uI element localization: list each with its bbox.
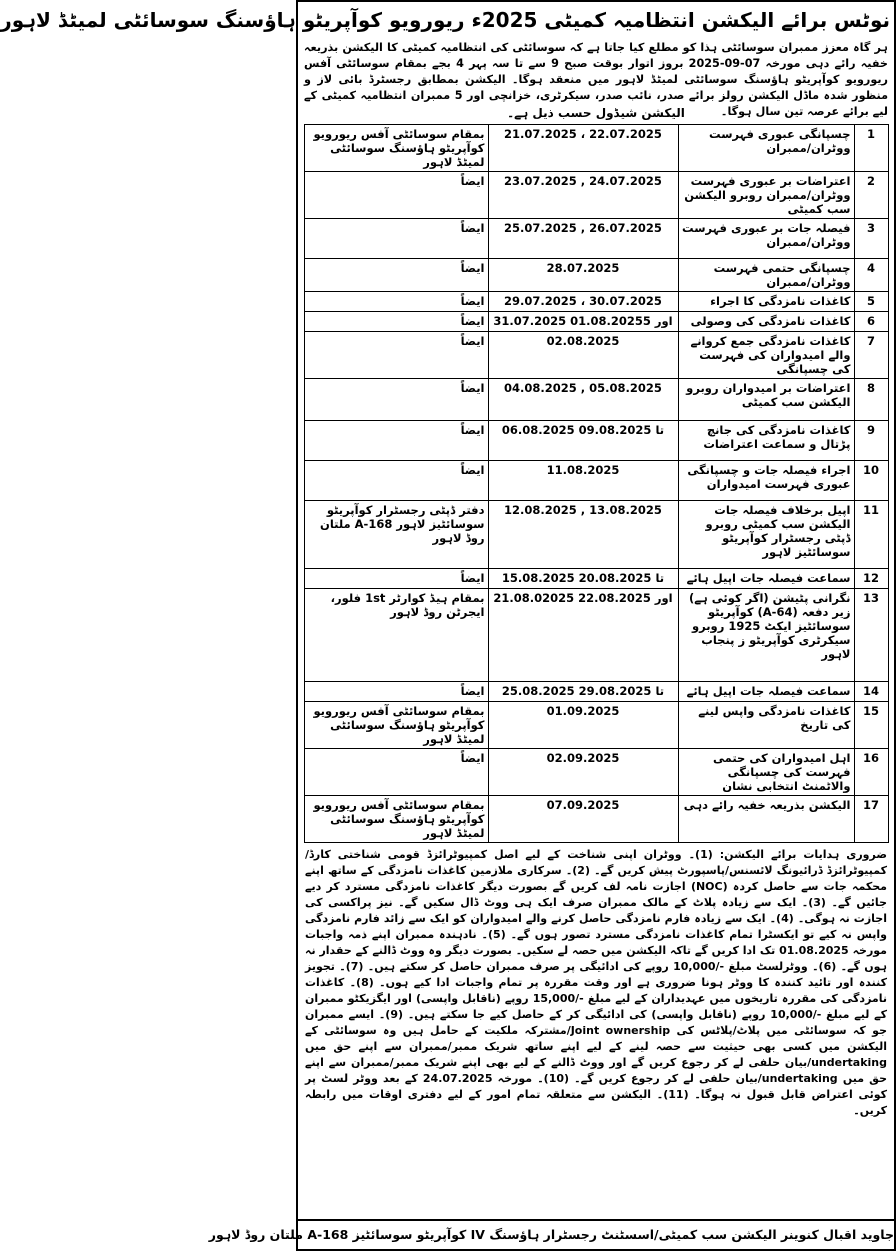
schedule-row-place: ایضاً xyxy=(304,259,488,292)
schedule-row-number: 1 xyxy=(854,125,888,172)
schedule-row-date: 28.07.2025 xyxy=(488,259,678,292)
schedule-row xyxy=(304,125,888,172)
schedule-row-place: ایضاً xyxy=(304,682,488,702)
schedule-row-number: 10 xyxy=(854,461,888,501)
schedule-row-description: کاغذات نامزدگی کی جانچ پڑتال و سماعت اعتراضات xyxy=(678,421,854,461)
schedule-row xyxy=(304,569,888,589)
schedule-row-description: سماعت فیصلہ جات اپیل ہائے xyxy=(678,569,854,589)
schedule-row xyxy=(304,292,888,312)
schedule-row-description: چسپانگی حتمی فہرست ووٹران/ممبران xyxy=(678,259,854,292)
schedule-row xyxy=(304,501,888,569)
schedule-row-description: الیکشن بذریعہ خفیہ رائے دہی xyxy=(678,796,854,843)
schedule-row-place: ایضاً xyxy=(304,312,488,332)
schedule-row-date: 21.08.02025 اور 22.08.2025 xyxy=(488,589,678,682)
schedule-row-number: 5 xyxy=(854,292,888,312)
schedule-row-date: 31.07.2025 اور 01.08.20255 xyxy=(488,312,678,332)
schedule-row-description: کاغذات نامزدگی جمع کروانے والے امیدواران کی فہرست کی چسپانگی xyxy=(678,332,854,379)
schedule-row xyxy=(304,312,888,332)
schedule-row-description: کاغذات نامزدگی کی وصولی xyxy=(678,312,854,332)
schedule-row-place: ایضاً xyxy=(304,172,488,219)
schedule-row-number: 3 xyxy=(854,219,888,259)
schedule-row xyxy=(304,796,888,843)
schedule-row-place: بمقام سوسائٹی آفس ریورویو کوآپریٹو ہاؤسنگ سوسائٹی لمیٹڈ لاہور xyxy=(304,125,488,172)
schedule-row-place: ایضاً xyxy=(304,461,488,501)
schedule-row-number: 9 xyxy=(854,421,888,461)
election-instructions: ضروری ہدایات برائے الیکشن: (1)۔ ووٹران اپنی شناخت کے لیے اصل کمپیوٹرائزڈ قومی شناختی کارڈ/کمپیوٹرائزڈ ڈرائیونگ لائسنس/پاسپورٹ پیش کریں گے۔ (2)۔ سرکاری ملازمین کاغذات نامزدگی کے ساتھ اپنے محکمہ جات سے حاصل کردہ (NOC) اجازت نامہ لف کریں گے بصورت دیگر کاغذات نامزدگی مسترد کر دیے جائیں گے۔ (3)۔ ایک سے زیادہ پلاٹ کے مالک ممبران صرف ایک ہی ووٹ ڈال سکیں گے۔ نیز پراکسی کی اجازت نہ ہوگی۔ (4)۔ ایک سے زیادہ فارم نامزدگی حاصل کرنے والے امیدواران کو ایک سے زائد فارم نامزدگی واپس نہ کیے تو ایکسٹرا تمام کاغذات نامزدگی مسترد تصور ہوں گے۔ (5)۔ نادہندہ ممبران اپنے ذمہ واجبات مورخہ 01.08.2025 تک ادا کریں گے تاکہ الیکشن میں حصہ لے سکیں۔ بصورت دیگر وہ ووٹ ڈالنے کے حقدار نہ ہوں گے۔ (6)۔ ووٹرلسٹ مبلغ -/10,000 روپے کی ادائیگی پر صرف ممبران حاصل کر سکتے ہیں۔ (7)۔ تجویز کنندہ اور تائید کنندہ کا ووٹر ہونا ضروری ہے اور وقت مقررہ پر تمام واجبات ادا کیے ہوں۔ (8)۔ کاغذات نامزدگی کی مقررہ تاریخوں میں عہدیداران کے لیے مبلغ -/15,000 روپے (ناقابل واپسی) اور ایگزیکٹو ممبران کے لیے مبلغ -/10,000 روپے (ناقابل واپسی) کی ادائیگی کر کے حاصل کیے جا سکتے ہیں۔ (9)۔ ایسے ممبران جو کہ سوسائٹی میں پلاٹ/پلاٹس کی Joint ownership/مشترکہ ملکیت کے حامل ہیں وہ سوسائٹی کے الیکشن میں کسی بھی حیثیت سے حصہ لینے کے لیے اپنے ساتھ شریک ممبر/ممبران سے اپنے حق میں undertaking/بیان حلفی لے کر رجوع کریں گے اور ووٹ ڈالنے کے لیے بھی اپنے شریک ممبر/ممبران سے اپنے حق میں undertaking/بیان حلفی لے کر رجوع کریں گے۔ (10)۔ مورخہ 24.07.2025 کے بعد ووٹر لسٹ پر کوئی اعتراض قابل قبول نہ ہوگا۔ (11)۔ الیکشن سے متعلقہ تمام امور کے لیے دفتری اوقات میں رابطہ کریں۔ xyxy=(305,848,888,1117)
notice-footer: جاوید اقبال کنوینر الیکشن سب کمیٹی/اسسٹنٹ رجسٹرار ہاؤسنگ IV کوآپریٹو سوسائٹیز A-168 ملتان روڈ لاہور xyxy=(298,1219,894,1249)
schedule-row xyxy=(304,682,888,702)
schedule-row xyxy=(304,172,888,219)
schedule-row xyxy=(304,421,888,461)
schedule-row-place: ایضاً xyxy=(304,421,488,461)
schedule-row xyxy=(304,749,888,796)
schedule-row-place: ایضاً xyxy=(304,379,488,421)
schedule-row xyxy=(304,219,888,259)
schedule-row-description: چسپانگی عبوری فہرست ووٹران/ممبران xyxy=(678,125,854,172)
schedule-row-date: 11.08.2025 xyxy=(488,461,678,501)
schedule-row-place: بمقام سوسائٹی آفس ریورویو کوآپریٹو ہاؤسنگ سوسائٹی لمیٹڈ لاہور xyxy=(304,796,488,843)
schedule-row-date: 04.08.2025 , 05.08.2025 xyxy=(488,379,678,421)
schedule-row-date: 02.09.2025 xyxy=(488,749,678,796)
schedule-row-description: کاغذات نامزدگی کا اجراء xyxy=(678,292,854,312)
schedule-row-number: 15 xyxy=(854,702,888,749)
notice-title: نوٹس برائے الیکشن انتظامیہ کمیٹی 2025ء ریورویو کوآپریٹو ہاؤسنگ سوسائٹی لمیٹڈ لاہور xyxy=(0,8,890,32)
schedule-row-number: 7 xyxy=(854,332,888,379)
notice-intro: ہر گاہ معزز ممبران سوسائٹی ہذا کو مطلع کیا جاتا ہے کہ سوسائٹی کی انتظامیہ کمیٹی کا الیکشن بذریعہ خفیہ رائے دہی مورخہ 07-09-2025 بروز اتوار بوقت صبح 9 سے تا سہ پہر 4 بجے بمقام سوسائٹی آفس ریورویو کوآپریٹو ہاؤسنگ سوسائٹی لمیٹڈ لاہور میں منعقد ہوگا۔ الیکشن بمطابق رجسٹرڈ بائی لاز و منظور شدہ ماڈل الیکشن رولز برائے صدر، نائب صدر، سیکرٹری، خزانچی اور 5 ممبران انتظامیہ کمیٹی کے لیے برائے عرصہ تین سال ہوگا۔ xyxy=(304,41,888,118)
schedule-row-number: 11 xyxy=(854,501,888,569)
schedule-row-description: فیصلہ جات بر عبوری فہرست ووٹران/ممبران xyxy=(678,219,854,259)
schedule-row-place: ایضاً xyxy=(304,219,488,259)
schedule-row-description: کاغذات نامزدگی واپس لینے کی تاریخ xyxy=(678,702,854,749)
schedule-row-place: دفتر ڈپٹی رجسٹرار کوآپریٹو سوسائٹیز لاہور A-168 ملتان روڈ لاہور xyxy=(304,501,488,569)
schedule-row xyxy=(304,332,888,379)
schedule-row-description: سماعت فیصلہ جات اپیل ہائے xyxy=(678,682,854,702)
schedule-row-date: 02.08.2025 xyxy=(488,332,678,379)
schedule-row-date: 21.07.2025 ، 22.07.2025 xyxy=(488,125,678,172)
schedule-row-place: بمقام ہیڈ کوارٹر 1st فلور، ایجرٹن روڈ لاہور xyxy=(304,589,488,682)
schedule-body xyxy=(304,125,888,843)
schedule-row-date: 25.08.2025 تا 29.08.2025 xyxy=(488,682,678,702)
schedule-row-date: 01.09.2025 xyxy=(488,702,678,749)
schedule-heading: الیکشن شیڈول حسب ذیل ہے۔ xyxy=(507,106,685,120)
schedule-row xyxy=(304,379,888,421)
schedule-row-description: اہل امیدواران کی حتمی فہرست کی چسپانگی والاٹمنٹ انتخابی نشان xyxy=(678,749,854,796)
schedule-row-description: اعتراضات بر امیدواران روبرو الیکشن سب کمیٹی xyxy=(678,379,854,421)
schedule-row-date: 23.07.2025 , 24.07.2025 xyxy=(488,172,678,219)
schedule-row-number: 8 xyxy=(854,379,888,421)
election-schedule-table xyxy=(304,124,889,843)
schedule-row-number: 16 xyxy=(854,749,888,796)
schedule-row-place: بمقام سوسائٹی آفس ریورویو کوآپریٹو ہاؤسنگ سوسائٹی لمیٹڈ لاہور xyxy=(304,702,488,749)
schedule-row xyxy=(304,589,888,682)
schedule-row xyxy=(304,461,888,501)
schedule-row-date: 12.08.2025 , 13.08.2025 xyxy=(488,501,678,569)
schedule-row-date: 25.07.2025 , 26.07.2025 xyxy=(488,219,678,259)
schedule-row-place: ایضاً xyxy=(304,749,488,796)
schedule-row-place: ایضاً xyxy=(304,569,488,589)
schedule-row-number: 6 xyxy=(854,312,888,332)
schedule-row xyxy=(304,259,888,292)
schedule-row xyxy=(304,702,888,749)
schedule-row-date: 07.09.2025 xyxy=(488,796,678,843)
schedule-row-number: 13 xyxy=(854,589,888,682)
schedule-row-number: 4 xyxy=(854,259,888,292)
schedule-row-number: 17 xyxy=(854,796,888,843)
schedule-row-date: 06.08.2025 تا 09.08.2025 xyxy=(488,421,678,461)
schedule-row-date: 29.07.2025 ، 30.07.2025 xyxy=(488,292,678,312)
schedule-row-place: ایضاً xyxy=(304,292,488,312)
schedule-row-number: 12 xyxy=(854,569,888,589)
schedule-row-number: 14 xyxy=(854,682,888,702)
schedule-row-description: اعتراضات بر عبوری فہرست ووٹران/ممبران روبرو الیکشن سب کمیٹی xyxy=(678,172,854,219)
schedule-row-number: 2 xyxy=(854,172,888,219)
schedule-row-date: 15.08.2025 تا 20.08.2025 xyxy=(488,569,678,589)
schedule-row-description: اجراء فیصلہ جات و چسپانگی عبوری فہرست امیدواران xyxy=(678,461,854,501)
schedule-row-description: اپیل برخلاف فیصلہ جات الیکشن سب کمیٹی روبرو ڈپٹی رجسٹرار کوآپریٹو سوسائٹیز لاہور xyxy=(678,501,854,569)
schedule-row-place: ایضاً xyxy=(304,332,488,379)
schedule-row-description: نگرانی پٹیشن (اگر کوئی ہے) زیر دفعہ (A-64) کوآپریٹو سوسائٹیز ایکٹ 1925 روبرو سیکرٹری کوآپریٹو ز پنجاب لاہور xyxy=(678,589,854,682)
